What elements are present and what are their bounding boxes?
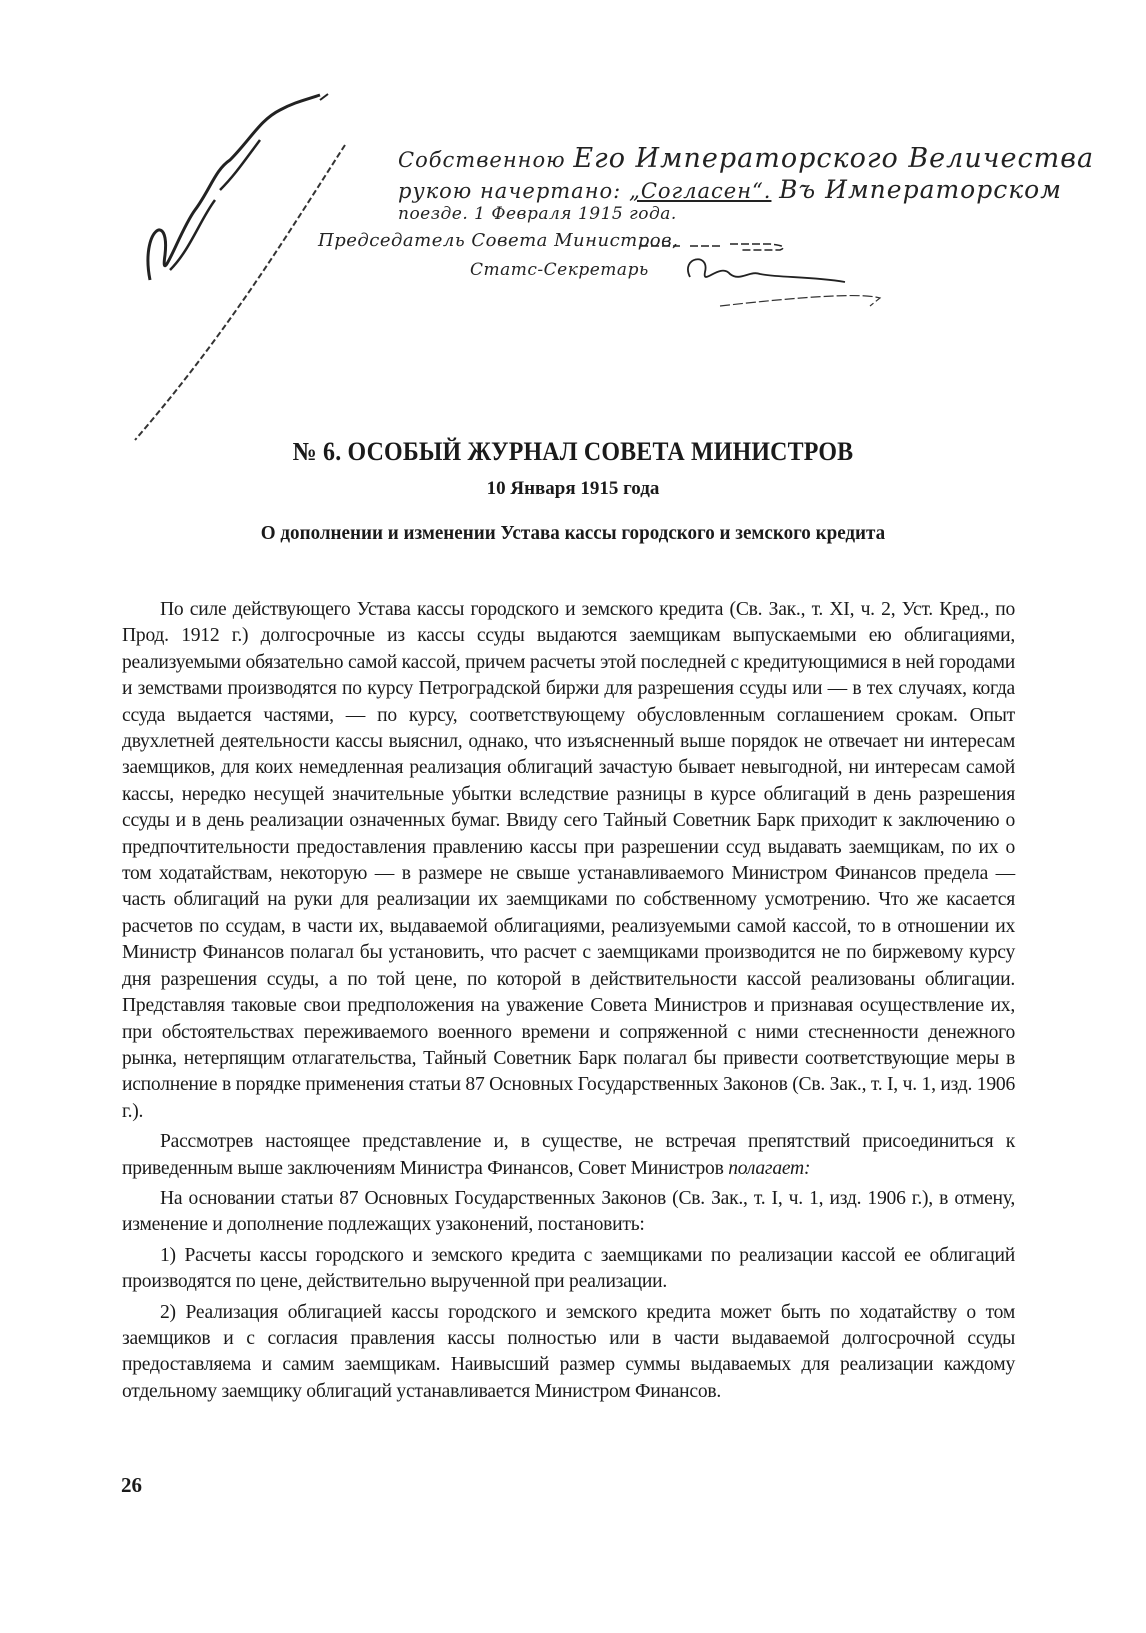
secretary-signature [680,252,850,292]
handwritten-text: Въ Императорском [779,175,1062,204]
handwritten-text: рукою начертано: [398,179,622,203]
paragraph: На основании статьи 87 Основных Государственных Законов (Св. Зак., т. I, ч. 1, изд. 1906 г.), в отмену, изменение и дополнение подлежащих узаконений, постановить: [122,1187,1015,1236]
handwritten-line-5 [470,260,649,280]
handwritten-line-2 [398,175,1062,204]
paragraph: 1) Расчеты кассы городского и земского кредита с заемщиками по реализации кассой ее облигаций производятся по цене, действительно вырученной при реализации. [122,1244,1015,1293]
handwritten-text: Его Императорского Величества [573,143,1095,174]
handwritten-resolution-agreed: „Согласен“. [628,179,772,203]
paragraph: 2) Реализация облигацией кассы городского и земского кредита может быть по ходатайству о том заемщиков и с согласия правления кассы полностью или в части выдаваемой долгосрочной ссуды предоставляема и самим заемщикам. Наивысший размер суммы выдаваемых для реализации каждому отдельному заемщику облигаций устанавливается Министром Финансов. [122,1301,1015,1402]
handwritten-line-1 [398,143,1094,174]
handwritten-text: Статс-Секретарь [470,260,649,280]
paragraph: По силе действующего Устава кассы городского и земского кредита (Св. Зак., т. XI, ч. 2, Уст. Кред., по Прод. 1912 г.) долгосрочные из кассы ссуды выдаются заемщикам выпускаемыми ею облигациями, реализуемыми обязательно самой кассой, причем расчеты этой последней с кредитующимися в ней городами и земствами производятся по курсу Петроградской биржи для разрешения ссуды или — в тех случаях, когда ссуда выдается частями, — по курсу, соответствующему обусловленным соглашением срокам. Опыт двухлетней деятельности кассы выяснил, однако, что изъясненный выше порядок не отвечает ни интересам заемщиков, для коих немедленная реализация облигаций зачастую бывает невыгодной, ни интересам самой кассы, нередко несущей значительные убытки вследствие разницы в курсе облигаций в день разрешения ссуды и в день реализации означенных бумаг. Ввиду сего Тайный Советник Барк приходит к заключению о предпочтительности предоставления правлению кассы при разрешении ссуд выдавать заемщикам, по их о том ходатайствам, некоторую — в размере не свыше устанавливаемого Министром Финансов предела — часть облигаций на руки для реализации их заемщиками по собственному усмотрению. Что же касается расчетов по ссудам, в части их, выдаваемой облигациями, реализуемыми самой кассой, то в отношении их Министр Финансов полагал бы установить, что расчет с заемщиками производится не по биржевому курсу дня разрешения ссуды, а по той цене, по которой в действительности кассой реализованы облигации. Представляя таковые свои предположения на уважение Совета Министров и признавая осуществление их, при обстоятельствах переживаемого военного времени и сопряженной с ними стесненности денежного рынка, нетерпящим отлагательства, Тайный Советник Барк полагал бы привести соответствующие меры в исполнение в порядке применения статьи 87 Основных Государственных Законов (Св. Зак., т. I, ч. 1, изд. 1906 г.). [122,599,1015,1122]
handwritten-line-3: поезде. 1 Февраля 1915 года. [398,204,677,224]
paragraph [122,1129,1015,1182]
resolution-keyword: полагает: [728,1157,811,1179]
document-date: 10 Января 1915 года [486,478,660,499]
handwritten-line-4 [318,230,678,251]
document-subject: О дополнении и изменении Устава кассы городского и земского кредита [260,522,886,544]
handwritten-text: Председатель Совета Министров, [318,230,679,251]
paragraph-text: Рассмотрев настоящее представление и, в существе, не встречая препятствий присоединиться к приведенным выше заключениям Министра Финансов, Совет Министров [122,1131,1015,1179]
document-title: № 6. ОСОБЫЙ ЖУРНАЛ СОВЕТА МИНИСТРОВ [292,437,854,466]
marginal-handwritten-signature [120,80,360,450]
document-body [122,597,1015,1405]
page-number: 26 [121,1473,142,1497]
handwritten-text: Собственною [398,148,566,172]
